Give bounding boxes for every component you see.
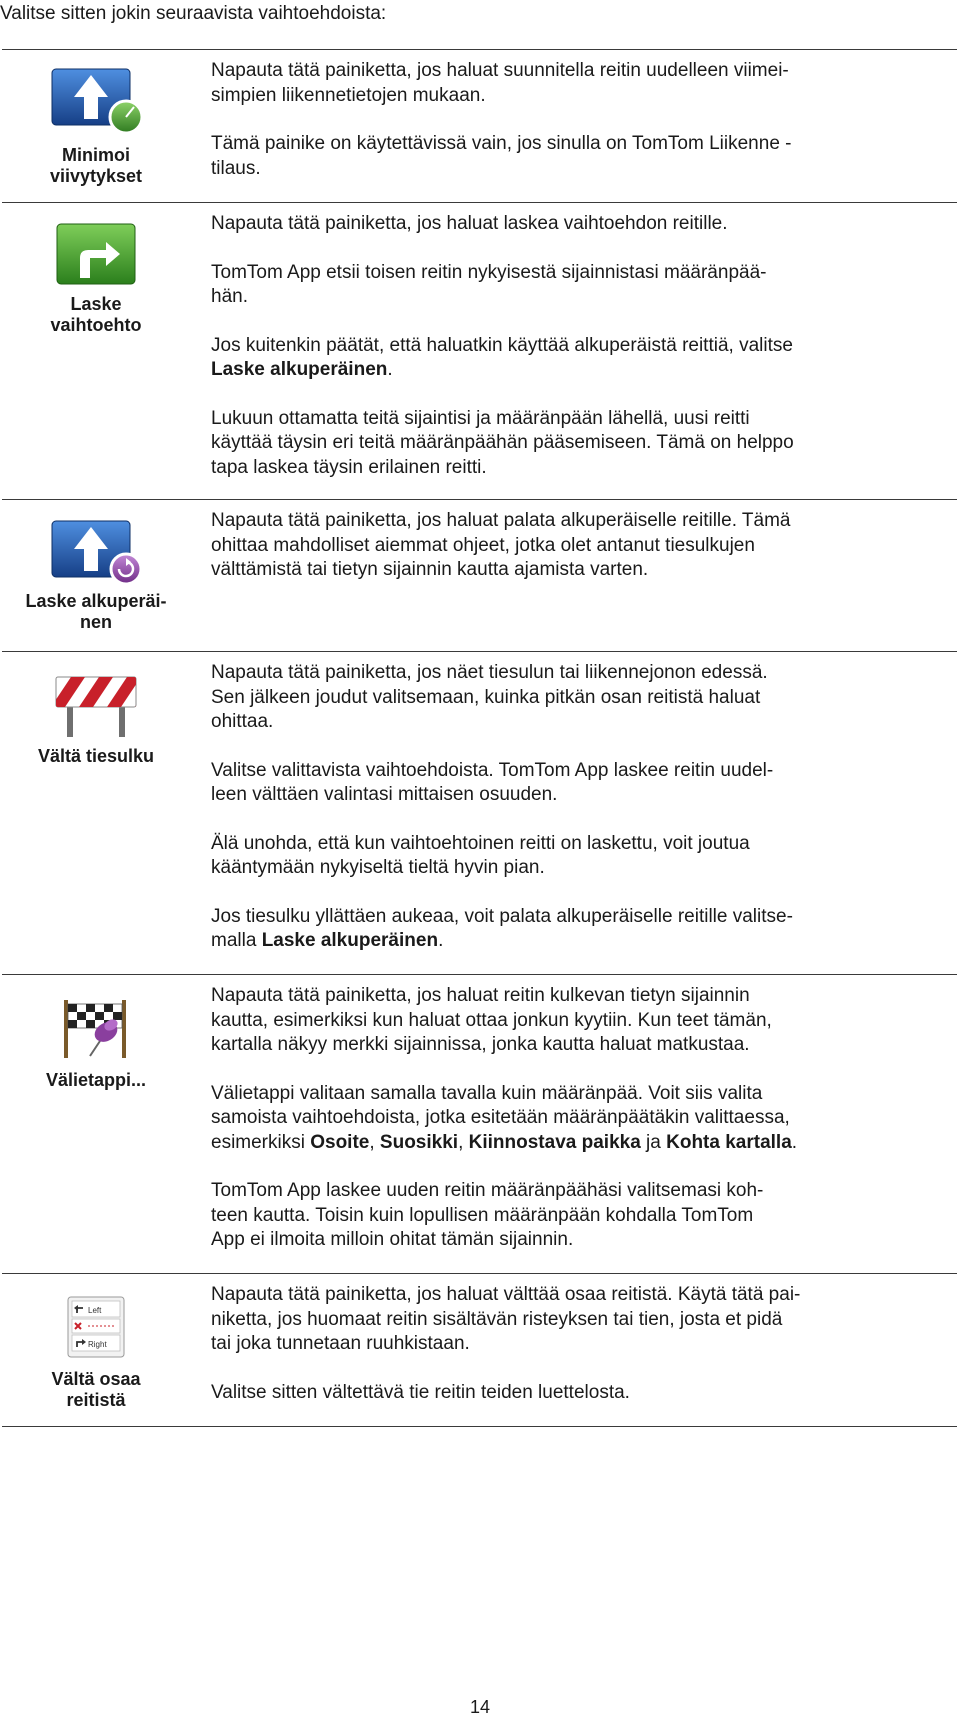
option-description <box>211 509 946 607</box>
option-description <box>211 984 946 1277</box>
option-description <box>211 212 946 504</box>
option-label <box>0 591 192 633</box>
option-label-line: Laske alkuperäi- <box>25 591 167 611</box>
paragraph: Välietappi valitaan samalla tavalla kuin määränpää. Voit siis valita samoista vaihtoehdoista, jotka esitetään määränpäätäkin valittaessa, esimerkiksi Osoite, Suosikki, Kiinnostava paikka ja Kohta kartalla. <box>211 1082 798 1153</box>
minimize-delays-icon[interactable] <box>0 67 192 135</box>
icon-left-text: Left <box>88 1306 102 1315</box>
option-label-line: viivytykset <box>49 166 143 186</box>
option-label <box>0 145 192 187</box>
paragraph: Valitse valittavista vaihtoehdoista. TomTom App laskee reitin uudel- leen välttäen valintasi mittaisen osuuden. <box>211 759 774 805</box>
icon-right-text: Right <box>88 1340 107 1349</box>
paragraph: Tämä painike on käytettävissä vain, jos sinulla on TomTom Liikenne - tilaus. <box>211 133 792 179</box>
option-label-line: Välietappi... <box>45 1070 147 1090</box>
paragraph: Napauta tätä painiketta, jos haluat laskea vaihtoehdon reitille. <box>211 213 728 234</box>
bold-term: Laske alkuperäinen <box>261 930 439 951</box>
option-description <box>211 661 946 978</box>
option-label-line: Vältä osaa <box>51 1369 141 1389</box>
intro-text: Valitse sitten jokin seuraavista vaihtoehdoista: <box>0 3 387 24</box>
paragraph: Napauta tätä painiketta, jos haluat suunnitella reitin uudelleen viimei- simpien liikennetietojen mukaan. <box>211 60 789 106</box>
bold-term: Kiinnostava paikka <box>468 1131 641 1153</box>
paragraph: Napauta tätä painiketta, jos haluat palata alkuperäiselle reitille. Tämä ohittaa mahdolliset aiemmat ohjeet, jotka olet antanut tiesulkujen välttämistä tai tietyn sijainnin kautta ajamista varten. <box>211 510 791 580</box>
paragraph: TomTom App laskee uuden reitin määränpäähäsi valitsemasi koh- teen kautta. Toisin kuin lopullisen määränpään kohdalla TomTom App ei ilmoita milloin ohitat tämän sijainnin. <box>211 1180 764 1250</box>
option-label <box>0 1070 192 1091</box>
waypoint-flag-pin-icon[interactable] <box>0 994 192 1062</box>
paragraph: Älä unohda, että kun vaihtoehtoinen reitti on laskettu, voit joutua kääntymään nykyiseltä tieltä hyvin pian. <box>211 832 750 878</box>
option-label-line: reitistä <box>66 1390 126 1410</box>
divider <box>2 651 957 652</box>
option-label-line: nen <box>79 612 112 632</box>
divider <box>2 49 957 50</box>
paragraph: Napauta tätä painiketta, jos haluat välttää osaa reitistä. Käytä tätä pai- niketta, jos huomaat reitin sisältävän risteyksen tai tien, josta et pidä tai joka tunnetaan ruuhkistaan. <box>211 1284 801 1354</box>
paragraph: Lukuun ottamatta teitä sijaintisi ja määränpään lähellä, uusi reitti käyttää täysin eri teitä määränpäähän pääsemiseen. Tämä on helppo tapa laskea täysin erilainen reitti. <box>211 407 794 478</box>
avoid-part-of-route-icon[interactable] <box>0 1295 192 1359</box>
option-label-line: vaihtoehto <box>50 315 142 335</box>
roadblock-icon[interactable] <box>0 673 192 739</box>
page-number: 14 <box>469 1697 491 1717</box>
bold-term: Kohta kartalla <box>666 1131 792 1153</box>
paragraph: Valitse sitten vältettävä tie reitin teiden luettelosta. <box>211 1381 630 1403</box>
bold-term: Laske alkuperäinen <box>211 359 388 380</box>
option-label-line: Minimoi <box>62 145 130 165</box>
paragraph: Napauta tätä painiketta, jos haluat reitin kulkevan tietyn sijainnin kautta, esimerkiksi kun haluat ottaa jonkun kyytiin. Kun teet tämän, kartalla näkyy merkki sijainnissa, jonka kautta haluat matkustaa. <box>211 985 772 1055</box>
bold-term: Suosikki <box>379 1131 459 1153</box>
bold-term: Osoite <box>310 1131 370 1153</box>
option-description <box>211 1283 946 1429</box>
paragraph: Jos tiesulku yllättäen aukeaa, voit palata alkuperäiselle reitille valitse- malla Laske alkuperäinen. <box>211 905 793 951</box>
option-label-line: Vältä tiesulku <box>37 746 155 766</box>
recalculate-original-icon[interactable] <box>0 519 192 587</box>
option-description <box>211 59 946 205</box>
paragraph: TomTom App etsii toisen reitin nykyisestä sijainnistasi määränpää- hän. <box>211 261 767 307</box>
option-label <box>0 1369 192 1411</box>
option-label <box>0 746 192 767</box>
option-label <box>0 294 192 336</box>
option-label-line: Laske <box>70 294 122 314</box>
paragraph: Napauta tätä painiketta, jos näet tiesulun tai liikennejonon edessä. Sen jälkeen joudut valitsemaan, kuinka pitkän osan reitistä haluat ohittaa. <box>211 662 768 732</box>
calculate-alternative-icon[interactable] <box>0 222 192 288</box>
paragraph: Jos kuitenkin päätät, että haluatkin käyttää alkuperäistä reittiä, valitse Laske alkuperäinen. <box>211 334 793 380</box>
